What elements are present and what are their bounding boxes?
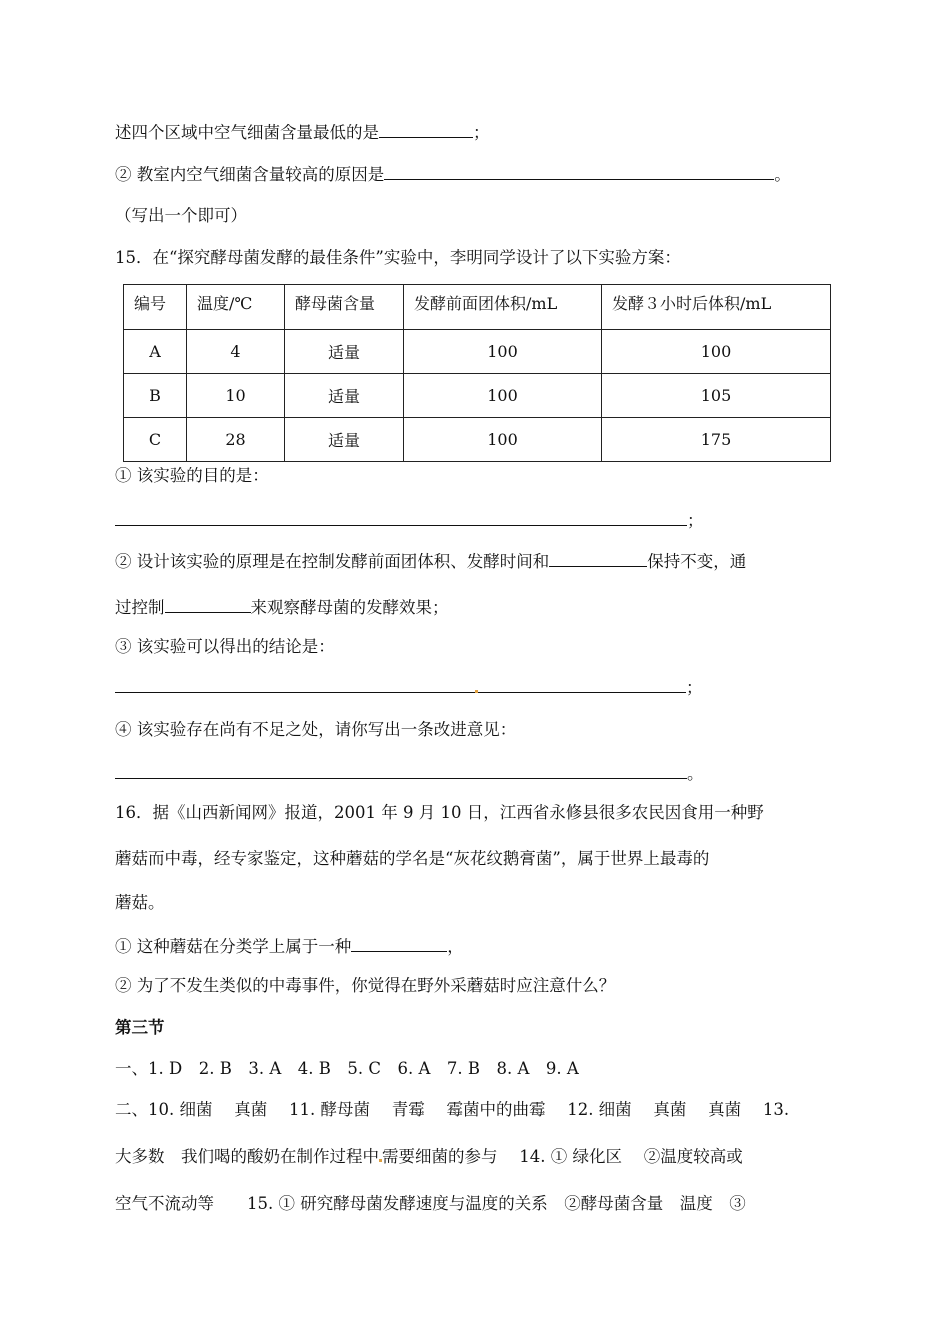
q14-line2: ② 教室内空气细菌含量较高的原因是 。	[115, 165, 791, 184]
q15-s4-answer: 。	[115, 762, 704, 784]
table-cell: 10	[187, 374, 285, 418]
answer-blank[interactable]	[115, 509, 687, 526]
answer-blank[interactable]	[549, 550, 647, 567]
experiment-table	[123, 284, 831, 462]
table-cell: 28	[187, 418, 285, 462]
q15-s4: ④ 该实验存在尚有不足之处，请你写出一条改进意见：	[115, 720, 517, 739]
q15-s3-answer: ；	[115, 676, 703, 698]
answer-blank[interactable]	[384, 163, 774, 180]
table-cell: 适量	[285, 330, 404, 374]
section-heading: 第三节	[115, 1018, 165, 1037]
table-cell: C	[124, 418, 187, 462]
q14-line3: （写出一个即可）	[115, 206, 247, 225]
answer-blank[interactable]	[115, 676, 475, 693]
q16-line2: 蘑菇而中毒，经专家鉴定，这种蘑菇的学名是“灰花纹鹅膏菌”，属于世界上最毒的	[115, 849, 710, 868]
table-cell: 175	[602, 418, 831, 462]
table-row	[124, 418, 831, 462]
table-row	[124, 330, 831, 374]
q16-line1: 16．据《山西新闻网》报道，2001 年 9 月 10 日，江西省永修县很多农民因食用一种野	[115, 803, 764, 822]
answers-line3: 大多数 我们喝的酸奶在制作过程中 需要细菌的参与 14. ① 绿化区 ②温度较高或	[115, 1147, 743, 1166]
table-cell: 100	[602, 330, 831, 374]
table-header-row	[124, 285, 831, 330]
q15-s3: ③ 该实验可以得出的结论是：	[115, 637, 335, 656]
table-header-cell: 发酵前面团体积/mL	[404, 285, 602, 330]
table-cell: 105	[602, 374, 831, 418]
answers-line4: 空气不流动等 15. ① 研究酵母菌发酵速度与温度的关系 ②酵母菌含量 温度 ③	[115, 1194, 746, 1213]
answer-blank[interactable]	[478, 676, 686, 693]
answer-blank[interactable]	[379, 121, 473, 138]
table-cell: 适量	[285, 374, 404, 418]
q16-line3: 蘑菇。	[115, 893, 165, 912]
table-cell: 100	[404, 374, 602, 418]
q14-line1: 述四个区域中空气细菌含量最低的是 ；	[115, 123, 490, 142]
table-row	[124, 374, 831, 418]
table-cell: B	[124, 374, 187, 418]
table-header-cell: 发酵３小时后体积/mL	[602, 285, 831, 330]
q15-s2-line1: ② 设计该实验的原理是在控制发酵前面团体积、发酵时间和 保持不变，通	[115, 552, 747, 571]
answers-line1: 一、1. D 2. B 3. A 4. B 5. C 6. A 7. B 8. A 9. A	[115, 1059, 579, 1078]
answer-blank[interactable]	[165, 596, 251, 613]
table-header-cell: 编号	[124, 285, 187, 330]
table-header-cell: 温度/℃	[187, 285, 285, 330]
table-header-cell: 酵母菌含量	[285, 285, 404, 330]
table-cell: 100	[404, 330, 602, 374]
q15-s2-line2: 过控制 来观察酵母菌的发酵效果；	[115, 598, 449, 617]
q15-s1-answer: ；	[115, 509, 704, 531]
table-cell: 100	[404, 418, 602, 462]
q16-s1: ① 这种蘑菇在分类学上属于一种 ，	[115, 937, 464, 956]
table-cell: 4	[187, 330, 285, 374]
q15-s1: ① 该实验的目的是：	[115, 466, 269, 485]
table-cell: 适量	[285, 418, 404, 462]
table-cell: A	[124, 330, 187, 374]
answers-line2: 二、10. 细菌 真菌 11. 酵母菌 青霉 霉菌中的曲霉 12. 细菌 真菌 真菌 13.	[115, 1100, 790, 1119]
q15-intro: 15．在“探究酵母菌发酵的最佳条件”实验中，李明同学设计了以下实验方案：	[115, 248, 681, 267]
answer-blank[interactable]	[115, 762, 687, 779]
answer-blank[interactable]	[351, 935, 447, 952]
q16-s2: ② 为了不发生类似的中毒事件，你觉得在野外采蘑菇时应注意什么？	[115, 976, 616, 995]
